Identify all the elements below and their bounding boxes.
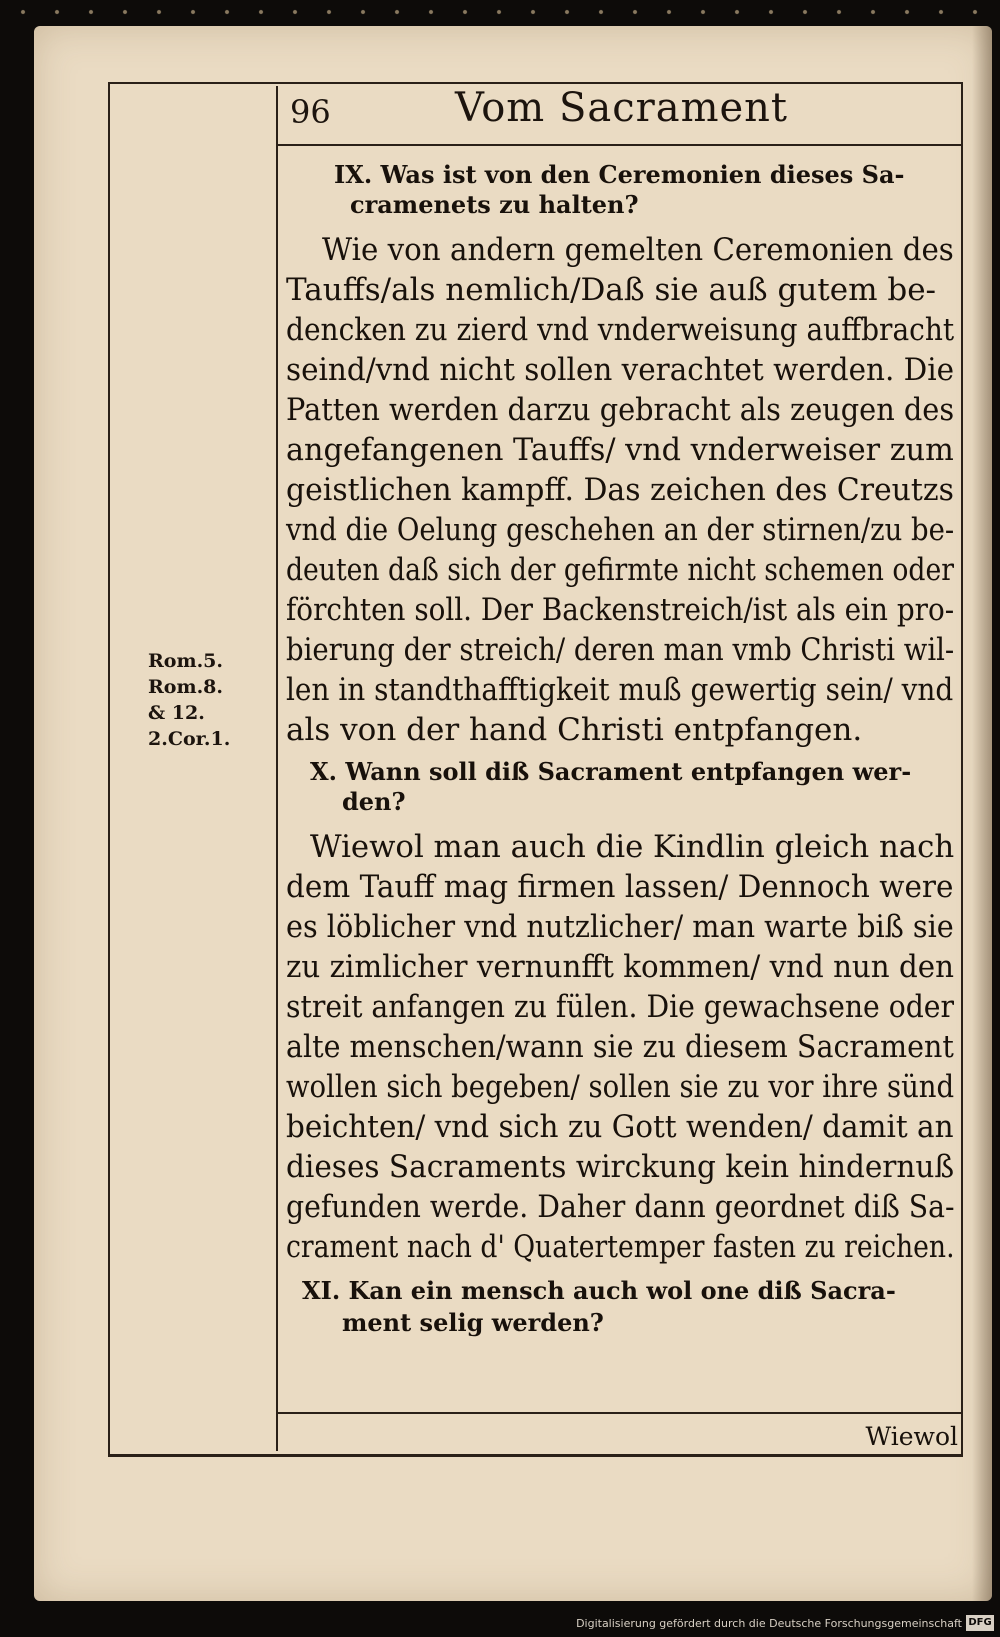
body-line: wollen sich begeben/ sollen sie zu vor ihre sünd [286, 1069, 955, 1105]
body-line: dieses Sacraments wirckung kein hindernuß [286, 1149, 955, 1185]
funding-credit: Digitalisierung gefördert durch die Deutsche Forschungsgemeinschaft [576, 1617, 962, 1630]
dfg-logo: DFG [966, 1615, 994, 1631]
body-line: vnd die Oelung geschehen an der stirnen/zu be- [286, 512, 955, 548]
body-line: Tauffs/als nemlich/Daß sie auß gutem be- [286, 272, 937, 308]
question-line: IX. Was ist von den Ceremonien dieses Sa- [334, 160, 905, 189]
catchword: Wiewol [865, 1422, 958, 1451]
body-line: dem Tauff mag firmen lassen/ Dennoch were [286, 869, 954, 905]
body-line: streit anfangen zu fülen. Die gewachsene oder [286, 989, 955, 1025]
film-border-dots [0, 0, 1000, 24]
body-line: beichten/ vnd sich zu Gott wenden/ damit an [286, 1109, 954, 1145]
question-line: X. Wann soll diß Sacrament entpfangen wer- [310, 757, 912, 786]
footer-rule [276, 1412, 963, 1414]
body-line: angefangenen Tauffs/ vnd vnderweiser zum [286, 432, 954, 468]
body-line: zu zimlicher vernunfft kommen/ vnd nun den [286, 949, 954, 985]
question-line: XI. Kan ein mensch auch wol one diß Sacra- [302, 1276, 896, 1305]
header-rule [276, 144, 963, 146]
body-line: dencken zu zierd vnd vnderweisung auffbracht [286, 312, 955, 348]
question-line: cramenets zu halten? [350, 190, 639, 219]
body-line: bierung der streich/ deren man vmb Christi wil- [286, 632, 955, 668]
question-line: den? [342, 787, 406, 816]
body-line: förchten soll. Der Backenstreich/ist als ein pro- [286, 592, 955, 628]
column-rule [276, 86, 278, 1451]
question-line: ment selig werden? [342, 1308, 604, 1337]
body-line: als von der hand Christi entpfangen. [286, 712, 863, 748]
marginal-reference: 2.Cor.1. [148, 728, 231, 750]
body-line: crament nach d' Quatertemper fasten zu reichen. [286, 1229, 955, 1265]
page-number: 96 [290, 93, 331, 131]
running-head: Vom Sacrament [455, 85, 788, 131]
marginal-reference: Rom.5. [148, 650, 224, 672]
body-line: gefunden werde. Daher dann geordnet diß Sa- [286, 1189, 955, 1225]
body-line: deuten daß sich der gefirmte nicht schemen oder [286, 552, 954, 588]
body-line: Wiewol man auch die Kindlin gleich nach [310, 829, 955, 865]
body-line: geistlichen kampff. Das zeichen des Creutzs [286, 472, 954, 508]
body-line: seind/vnd nicht sollen verachtet werden. Die [286, 352, 955, 388]
body-line: es löblicher vnd nutzlicher/ man warte biß sie [286, 909, 954, 945]
body-line: Patten werden darzu gebracht als zeugen des [286, 392, 955, 428]
marginal-reference: Rom.8. [148, 676, 224, 698]
marginal-references [148, 648, 268, 752]
body-line: Wie von andern gemelten Ceremonien des [322, 232, 954, 268]
body-line: alte menschen/wann sie zu diesem Sacrament [286, 1029, 954, 1065]
body-line: len in standthafftigkeit muß gewertig sein/ vnd [286, 672, 954, 708]
marginal-reference: & 12. [148, 702, 205, 724]
